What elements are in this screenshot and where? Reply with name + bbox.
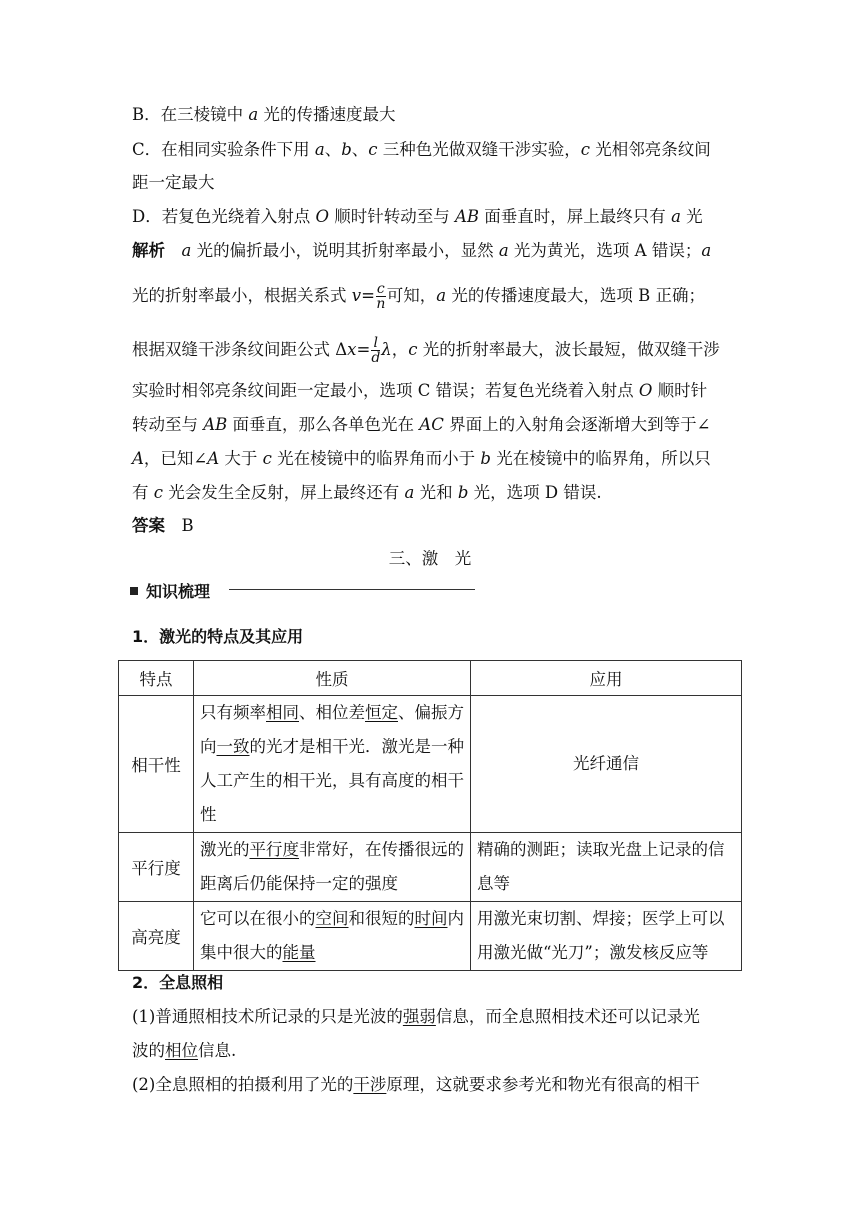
option-c-line2: 距一定最大 [132,173,215,192]
analysis-label: 解析 [132,241,165,260]
analysis-line2: 光的折射率最小，根据关系式 v= $\frac{c}{n}$ 可知，a 光的传播速度最大，选项 B 正确； [132,281,705,312]
table-row [119,902,742,971]
answer-line [132,515,194,537]
table-row [119,833,742,902]
item1-title: 1．激光的特点及其应用 [132,627,304,646]
item2-p1-line1: (1)普通照相技术所记录的只是光波的强弱信息，而全息照相技术还可以记录光 [132,1007,700,1026]
knowledge-title: 知识梳理 [146,582,211,601]
property-cell: 激光的平行度非常好，在传播很远的距离后仍能保持一定的强度 [194,833,471,902]
application-cell: 用激光束切割、焊接；医学上可以用激光做“光刀”；激发核反应等 [471,902,742,971]
application-cell: 精确的测距；读取光盘上记录的信息等 [471,833,742,902]
application-cell: 光纤通信 [471,696,742,833]
answer-value: B [165,516,194,535]
table-header-row [119,661,742,696]
knowledge-rule [229,589,475,590]
fraction-c-over-n: $\frac{c}{n}$ [376,281,386,312]
table-header-cell: 特点 [119,661,194,696]
property-cell: 它可以在很小的空间和很短的时间内集中很大的能量 [194,902,471,971]
analysis-line5: 转动至与 AB 面垂直，那么各单色光在 AC 界面上的入射角会逐渐增大到等于∠ [132,415,711,434]
fraction-l-over-d: $\frac{l}{d}$ [371,335,381,366]
laser-features-table [118,660,742,971]
table-header-cell: 应用 [471,661,742,696]
square-bullet-icon [130,587,138,595]
answer-label: 答案 [132,516,165,535]
table-header-cell: 性质 [194,661,471,696]
analysis-line1: 解析 a 光的偏折最小，说明其折射率最小，显然 a 光为黄光，选项 A 错误；a [132,241,712,260]
analysis-line6: A，已知∠A 大于 c 光在棱镜中的临界角而小于 b 光在棱镜中的临界角，所以只 [132,449,711,468]
analysis-line4: 实验时相邻亮条纹间距一定最小，选项 C 错误；若复色光绕着入射点 O 顺时针 [132,381,708,400]
item2-p2-line1: (2)全息照相的拍摄利用了光的干涉原理，这就要求参考光和物光有很高的相干 [132,1075,700,1094]
table-row [119,696,742,833]
item2-p1-line2: 波的相位信息. [132,1041,237,1060]
feature-cell: 相干性 [119,696,194,833]
property-cell: 只有频率相同、相位差恒定、偏振方向一致的光才是相干光．激光是一种人工产生的相干光，具有高度的相干性 [194,696,471,833]
knowledge-header [130,579,210,602]
feature-cell: 平行度 [119,833,194,902]
option-d: D．若复色光绕着入射点 O 顺时针转动至与 AB 面垂直时，屏上最终只有 a 光 [132,207,703,226]
section-title: 三、激 光 [388,549,472,568]
analysis-line7: 有 c 光会发生全反射，屏上最终还有 a 光和 b 光，选项 D 错误. [132,483,602,502]
option-b: B．在三棱镜中 a 光的传播速度最大 [132,105,396,124]
item2-title: 2．全息照相 [132,973,224,992]
analysis-line3: 根据双缝干涉条纹间距公式 Δx= $\frac{l}{d}$ λ，c 光的折射率最大，波长最短，做双缝干涉 [132,335,720,366]
feature-cell: 高亮度 [119,902,194,971]
option-c-line1: C．在相同实验条件下用 a、b、c 三种色光做双缝干涉实验，c 光相邻亮条纹间 [132,140,711,159]
